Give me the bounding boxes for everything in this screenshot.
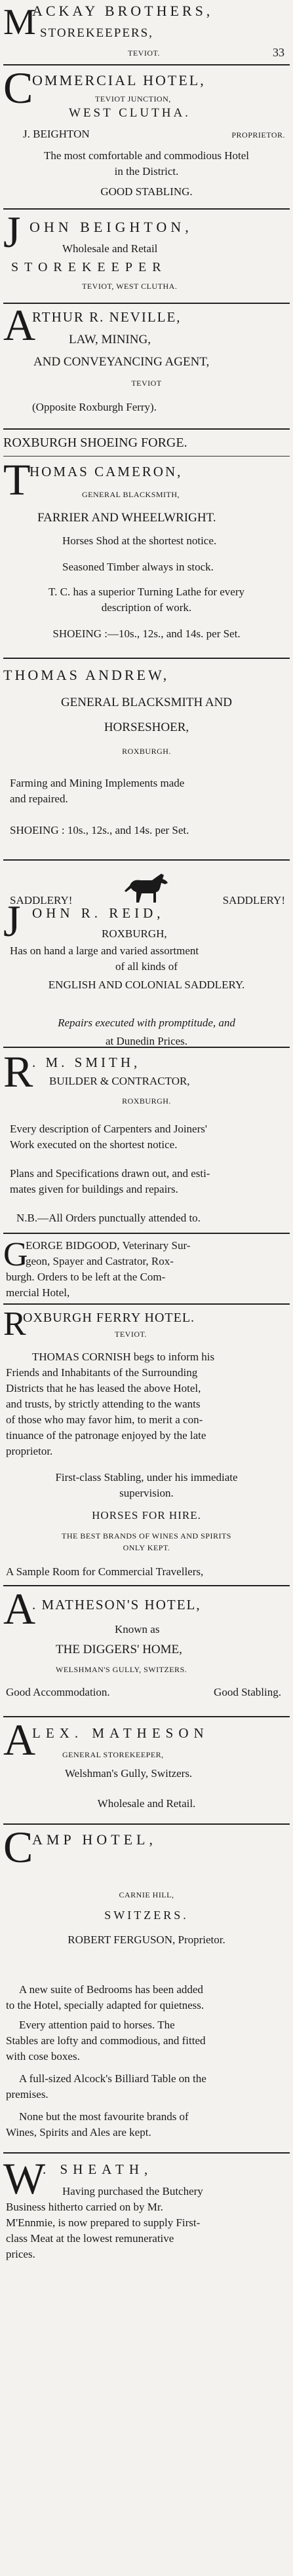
ad-text: Having purchased the Butchery bbox=[62, 2185, 203, 2197]
ad-text: Work executed on the shortest notice. bbox=[10, 1138, 178, 1151]
ad-sheath bbox=[3, 2154, 290, 2302]
divider bbox=[3, 1716, 290, 1717]
ad-text: Districts that he has leased the above Hotel, bbox=[6, 1382, 201, 1394]
drop-initial: W bbox=[3, 2154, 46, 2203]
ad-text: Has on hand a large and varied assortment bbox=[10, 944, 199, 957]
ad-text: prices. bbox=[6, 2248, 35, 2260]
ad-text: SWITZERS. bbox=[104, 1909, 189, 1922]
horse-icon bbox=[123, 872, 172, 907]
ad-text: EORGE BIDGOOD, Veterinary Sur- bbox=[26, 1239, 191, 1252]
ad-neville bbox=[3, 300, 290, 427]
ad-text: THE BEST BRANDS OF WINES AND SPIRITS bbox=[62, 1531, 231, 1540]
ad-heading: AMP HOTEL, bbox=[32, 1831, 157, 1848]
ad-text: Welshman's Gully, Switzers. bbox=[65, 1767, 193, 1780]
divider bbox=[3, 1303, 290, 1305]
divider bbox=[3, 64, 290, 65]
drop-initial: R bbox=[3, 1047, 33, 1096]
ad-text: Repairs executed with promptitude, and bbox=[58, 1017, 235, 1029]
ad-heading: . M. SMITH, bbox=[32, 1055, 141, 1070]
proprietor-name: J. BEIGHTON bbox=[23, 128, 90, 140]
drop-initial: A bbox=[3, 300, 36, 350]
ad-text: Every description of Carpenters and Joiners' bbox=[10, 1123, 207, 1135]
ad-text: FARRIER AND WHEELWRIGHT. bbox=[37, 511, 216, 525]
ad-text: in the District. bbox=[114, 165, 179, 177]
ad-subheading: TEVIOT JUNCTION, bbox=[95, 94, 171, 103]
divider bbox=[3, 1047, 290, 1048]
ad-heading: RTHUR R. NEVILLE, bbox=[32, 309, 182, 325]
ad-text: Good Accommodation. bbox=[6, 1686, 110, 1698]
ad-text: A full-sized Alcock's Billiard Table on the bbox=[19, 2072, 206, 2085]
ad-text: to the Hotel, specially adapted for quietness. bbox=[6, 1999, 205, 2011]
ad-text: Friends and Inhabitants of the Surrounding bbox=[6, 1366, 198, 1379]
ad-subheading: STOREKEEPERS, bbox=[40, 26, 153, 40]
ad-text: GENERAL BLACKSMITH AND bbox=[60, 696, 233, 709]
divider bbox=[3, 1823, 290, 1825]
ad-text: at Dunedin Prices. bbox=[105, 1035, 188, 1047]
divider bbox=[3, 1233, 290, 1234]
ad-text: Seasoned Timber always in stock. bbox=[62, 561, 214, 573]
ad-text: mercial Hotel, bbox=[6, 1286, 70, 1299]
ad-heading: OMMERCIAL HOTEL, bbox=[32, 72, 206, 88]
ad-subheading: GENERAL BLACKSMITH, bbox=[82, 490, 180, 499]
ad-heading: . MATHESON'S HOTEL, bbox=[32, 1597, 201, 1613]
ad-text: supervision. bbox=[119, 1487, 174, 1499]
ad-text: Stables are lofty and commodious, and fitted bbox=[6, 2034, 206, 2047]
ad-heading: ACKAY BROTHERS, bbox=[32, 3, 214, 19]
divider bbox=[3, 2152, 290, 2154]
ad-heading: . SHEATH, bbox=[43, 2161, 153, 2177]
drop-initial: R bbox=[3, 1305, 26, 1343]
ad-text: Wholesale and Retail bbox=[62, 242, 158, 255]
ad-heading: SADDLERY! bbox=[222, 894, 285, 906]
ad-subheading: GENERAL STOREKEEPER, bbox=[62, 1750, 164, 1759]
ad-text: T. C. has a superior Turning Lathe for every bbox=[48, 586, 244, 598]
ad-text: AND CONVEYANCING AGENT, bbox=[33, 355, 210, 369]
ad-smith bbox=[3, 1047, 290, 1234]
proprietor-title: PROPRIETOR. bbox=[231, 130, 285, 140]
ad-paragraph bbox=[6, 1349, 288, 1459]
drop-initial: A bbox=[3, 1584, 36, 1633]
divider bbox=[3, 208, 290, 210]
ad-beighton bbox=[3, 207, 290, 301]
ad-text: HORSESHOER, bbox=[104, 720, 189, 734]
ad-heading: SADDLERY! bbox=[10, 894, 73, 906]
ad-text: SHOEING : 10s., 12s., and 14s. per Set. bbox=[10, 824, 189, 836]
ad-text: Wholesale and Retail. bbox=[97, 1797, 196, 1810]
ad-text: geon, Spayer and Castrator, Rox- bbox=[26, 1255, 174, 1267]
ad-text: mates given for buildings and repairs. bbox=[10, 1183, 178, 1195]
ad-text: class Meat at the lowest remunerative bbox=[6, 2232, 174, 2245]
ad-text: of those who may favor him, to merit a con- bbox=[6, 1413, 203, 1426]
ad-text: (Opposite Roxburgh Ferry). bbox=[32, 401, 157, 413]
drop-initial: C bbox=[3, 63, 33, 113]
ad-heading: OHN BEIGHTON, bbox=[29, 219, 193, 235]
ad-text: A new suite of Bedrooms has been added bbox=[19, 1983, 203, 1996]
ad-heading: OXBURGH FERRY HOTEL. bbox=[23, 1311, 195, 1325]
ad-paragraph bbox=[6, 2109, 288, 2140]
ad-text: THOMAS CORNISH begs to inform his bbox=[32, 1351, 215, 1363]
ad-text: ENGLISH AND COLONIAL SADDLERY. bbox=[48, 979, 245, 991]
ad-place: WEST CLUTHA. bbox=[69, 106, 191, 120]
ad-text: HORSES FOR HIRE. bbox=[92, 1509, 201, 1521]
ad-text: Business hitherto carried on by Mr. bbox=[6, 2201, 163, 2213]
ad-text: Plans and Specifications drawn out, and esti- bbox=[10, 1167, 210, 1180]
ad-heading: HOMAS CAMERON, bbox=[29, 464, 183, 479]
ad-place: WELSHMAN'S GULLY, SWITZERS. bbox=[56, 1665, 187, 1674]
ad-mackay bbox=[3, 0, 290, 65]
ad-diggers-home bbox=[3, 1584, 290, 1717]
ad-text: Farming and Mining Implements made bbox=[10, 777, 185, 789]
drop-initial: G bbox=[3, 1236, 28, 1273]
drop-initial: T bbox=[3, 455, 31, 504]
ad-text: LAW, MINING, bbox=[69, 333, 151, 346]
ad-text: Horses Shod at the shortest notice. bbox=[62, 534, 217, 547]
ad-place: CARNIE HILL, bbox=[119, 1890, 174, 1899]
drop-initial: J bbox=[3, 207, 21, 257]
ad-text: First-class Stabling, under his immediate bbox=[55, 1471, 238, 1484]
ad-paragraph bbox=[6, 1982, 288, 2013]
ad-text: The most comfortable and commodious Hotel bbox=[43, 149, 249, 162]
ad-text: tinuance of the patronage enjoyed by the late bbox=[6, 1429, 206, 1442]
divider bbox=[3, 428, 290, 430]
divider bbox=[3, 303, 290, 304]
ad-text: Good Stabling. bbox=[214, 1686, 281, 1698]
ad-andrew bbox=[3, 662, 290, 858]
ad-text: None but the most favourite brands of bbox=[19, 2110, 189, 2123]
divider bbox=[3, 1585, 290, 1586]
drop-initial: J bbox=[3, 896, 21, 946]
ad-heading: OHN R. REID, bbox=[32, 905, 165, 921]
drop-initial: A bbox=[3, 1715, 36, 1764]
ad-cameron bbox=[3, 455, 290, 663]
ad-camp-hotel bbox=[3, 1822, 290, 2391]
ad-text: BUILDER & CONTRACTOR, bbox=[49, 1075, 190, 1087]
ad-roxburgh-ferry-hotel bbox=[3, 1307, 290, 1596]
ad-text: burgh. Orders to be left at the Com- bbox=[6, 1271, 166, 1283]
ad-text: with cose boxes. bbox=[6, 2050, 80, 2063]
ad-text: and trusts, by strictly attending to the wants bbox=[6, 1398, 201, 1410]
ad-text: Wines, Spirits and Ales are kept. bbox=[6, 2126, 151, 2138]
ad-text: N.B.—All Orders punctually attended to. bbox=[16, 1212, 201, 1224]
ad-heading: LEX. MATHESON bbox=[32, 1725, 209, 1741]
ad-text: and repaired. bbox=[10, 793, 68, 805]
ad-place: TEVIOT. bbox=[128, 48, 160, 58]
ad-text: Every attention paid to horses. The bbox=[19, 2019, 175, 2031]
ad-heading: THOMAS ANDREW, bbox=[3, 667, 170, 683]
ad-place: ROXBURGH, bbox=[102, 927, 167, 940]
drop-initial: M bbox=[3, 2, 36, 43]
ad-place: ROXBURGH. bbox=[122, 747, 171, 756]
divider bbox=[3, 456, 290, 457]
ad-paragraph bbox=[6, 2017, 288, 2064]
ad-place: TEVIOT, WEST CLUTHA. bbox=[82, 282, 178, 291]
ad-place: ROXBURGH. bbox=[122, 1096, 171, 1106]
ad-matheson bbox=[3, 1715, 290, 1831]
ad-text: THE DIGGERS' HOME, bbox=[56, 1643, 182, 1656]
ad-text: description of work. bbox=[101, 601, 192, 614]
ad-text: SHOEING :—10s., 12s., and 14s. per Set. bbox=[52, 627, 241, 640]
divider bbox=[3, 859, 290, 861]
ad-text: Known as bbox=[115, 1623, 160, 1635]
ad-place: TEVIOT bbox=[131, 379, 162, 388]
ad-text: proprietor. bbox=[6, 1445, 53, 1457]
drop-initial: C bbox=[3, 1822, 33, 1872]
ad-text: ROBERT FERGUSON, Proprietor. bbox=[68, 1933, 225, 1946]
ad-text: STOREKEEPER bbox=[11, 260, 167, 274]
ad-number: 33 bbox=[273, 46, 284, 59]
ad-heading: ROXBURGH SHOEING FORGE. bbox=[3, 436, 187, 450]
ad-text: GOOD STABLING. bbox=[100, 185, 193, 198]
ad-text: of all kinds of bbox=[115, 960, 178, 973]
ad-place: TEVIOT. bbox=[115, 1330, 147, 1339]
divider bbox=[3, 658, 290, 659]
ad-text: ONLY KEPT. bbox=[123, 1543, 170, 1552]
ad-text: A Sample Room for Commercial Travellers, bbox=[6, 1565, 204, 1578]
ad-text: M'Ennmie, is now prepared to supply First- bbox=[6, 2216, 201, 2229]
ad-text: premises. bbox=[6, 2088, 49, 2100]
ad-commercial-hotel bbox=[3, 63, 290, 207]
ad-paragraph bbox=[6, 2071, 288, 2102]
